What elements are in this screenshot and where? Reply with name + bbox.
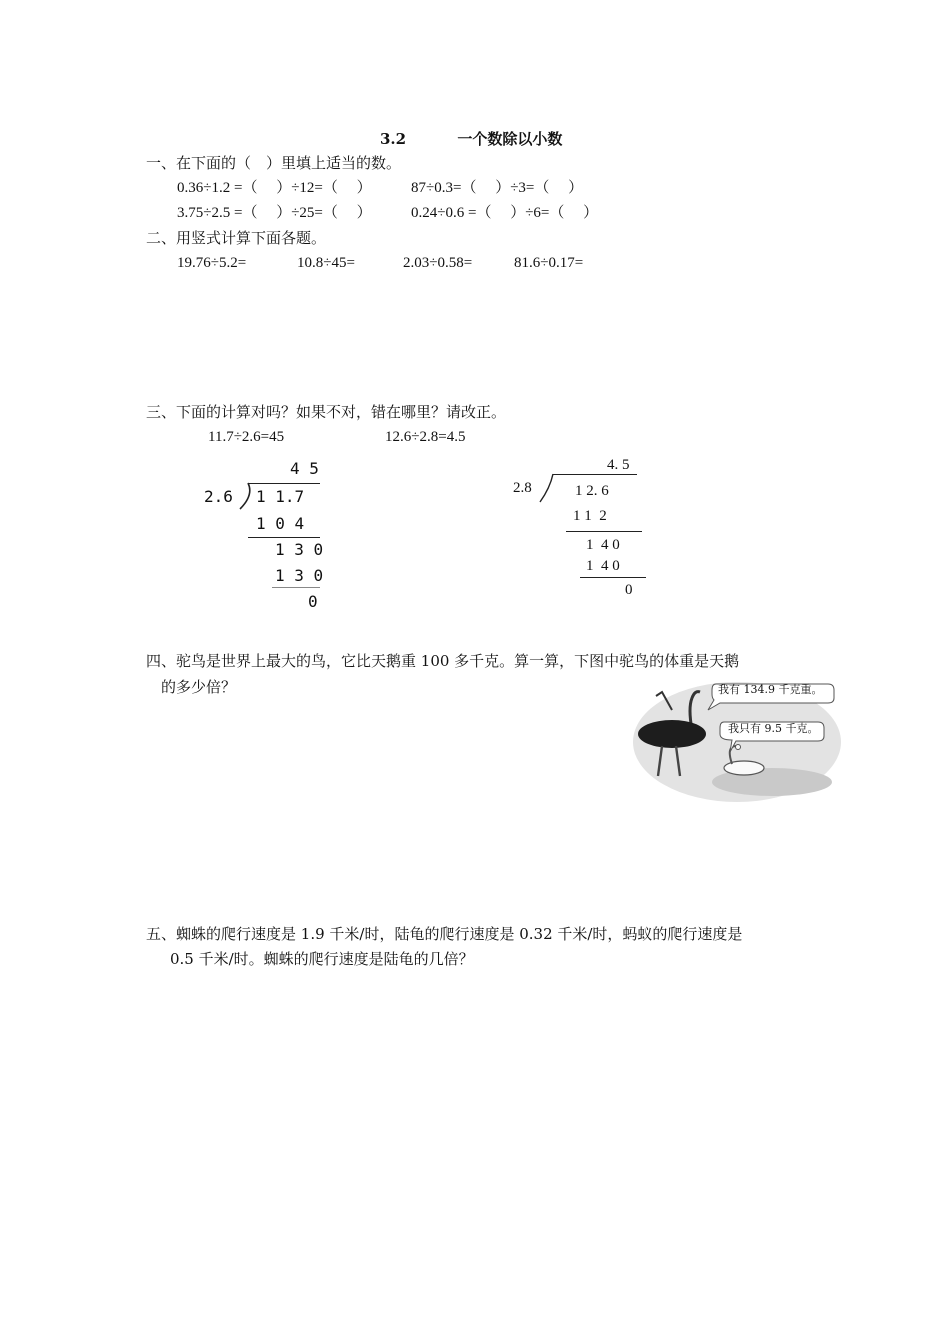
q1-row1-right: 87÷0.3=（ ）÷3=（ ） <box>411 180 584 196</box>
div2-rule-2 <box>580 577 646 578</box>
q2-heading: 二、用竖式计算下面各题。 <box>146 229 327 247</box>
div1-step-1: 1 0 4 <box>256 514 305 533</box>
q3-heading: 三、下面的计算对吗？如果不对，错在哪里？请改正。 <box>146 403 507 421</box>
title-number: 3.2 <box>380 130 407 148</box>
title-text: 一个数除以小数 <box>457 130 563 148</box>
div1-divisor: 2.6 <box>204 487 233 506</box>
div1-rule-2 <box>272 587 320 588</box>
ostrich-swan-illustration <box>632 670 842 805</box>
div2-step-1: 1 1 2 <box>573 508 607 524</box>
q3-equation-1: 11.7÷2.6=45 <box>208 429 285 445</box>
div2-step-3: 1 4 0 <box>586 558 620 574</box>
div2-bracket-top <box>553 474 637 475</box>
div1-step-2: 1 3 0 <box>275 540 324 559</box>
q1-row1-left: 0.36÷1.2 =（ ）÷12=（ ） <box>177 180 372 196</box>
q2-problem-2: 10.8÷45= <box>297 255 355 271</box>
q5-text-line-2: 0.5 千米/时。蜘蛛的爬行速度是陆龟的几倍？ <box>170 950 474 968</box>
div1-dividend: 1 1.7 <box>256 487 305 506</box>
page-title <box>380 130 562 148</box>
q3-equation-2: 12.6÷2.8=4.5 <box>385 429 466 445</box>
q1-heading: 一、在下面的（ ）里填上适当的数。 <box>146 154 402 172</box>
div1-remainder: 0 <box>308 592 318 611</box>
q4-text-line-2: 的多少倍？ <box>161 678 237 696</box>
div2-remainder: 0 <box>625 582 633 598</box>
div1-bracket-curve <box>238 483 254 509</box>
div1-rule-1 <box>248 537 320 538</box>
div1-bracket-top <box>248 483 320 484</box>
div2-quotient: 4. 5 <box>607 457 630 473</box>
q2-problem-3: 2.03÷0.58= <box>403 255 473 271</box>
q2-problem-1: 19.76÷5.2= <box>177 255 247 271</box>
div2-rule-1 <box>566 531 642 532</box>
div2-dividend: 1 2. 6 <box>575 483 609 499</box>
q4-text-line-1: 四、驼鸟是世界上最大的鸟，它比天鹅重 100 多千克。算一算，下图中驼鸟的体重是天鹅 <box>146 652 740 670</box>
q5-text-line-1: 五、蜘蛛的爬行速度是 1.9 千米/时，陆龟的爬行速度是 0.32 千米/时，蚂蚁的爬行速度是 <box>146 925 743 943</box>
div1-step-3: 1 3 0 <box>275 566 324 585</box>
div2-step-2: 1 4 0 <box>586 537 620 553</box>
div2-bracket-curve <box>538 474 556 502</box>
q2-problem-4: 81.6÷0.17= <box>514 255 584 271</box>
swan-speech-bubble: 我只有 9.5 千克。 <box>728 722 819 735</box>
q1-row2-right: 0.24÷0.6 =（ ）÷6=（ ） <box>411 205 599 221</box>
q1-row2-left: 3.75÷2.5 =（ ）÷25=（ ） <box>177 205 372 221</box>
div1-quotient: 4 5 <box>290 459 319 478</box>
ostrich-speech-bubble: 我有 134.9 千克重。 <box>718 683 823 696</box>
div2-divisor: 2.8 <box>513 480 532 496</box>
